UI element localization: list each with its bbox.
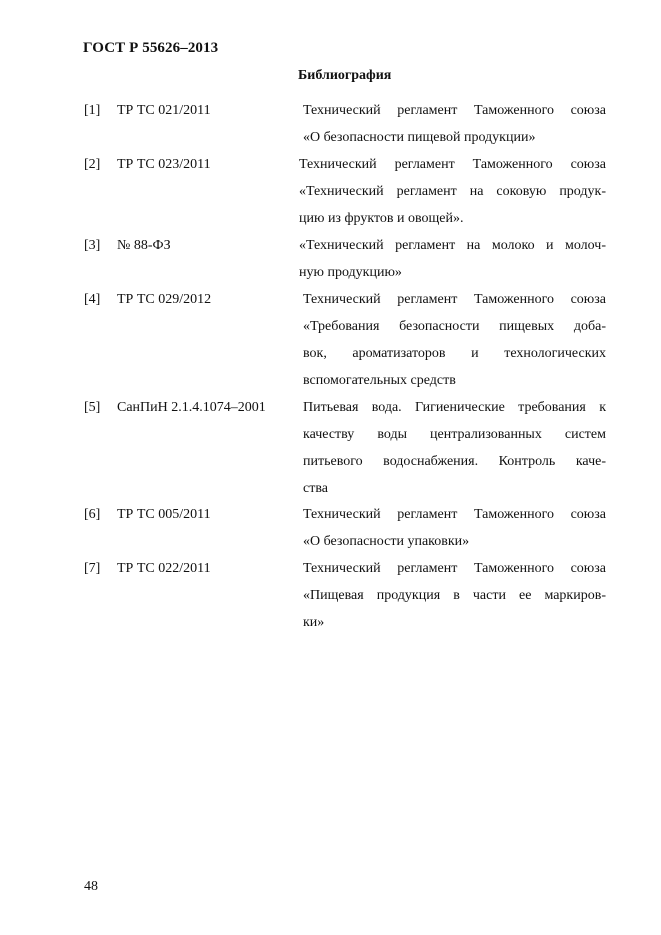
entry-description-line: ки»	[303, 615, 325, 630]
entry-number: [2]	[84, 157, 101, 172]
entry-number: [4]	[84, 292, 101, 307]
entry-description-line: качеству воды централизованных систем	[303, 427, 606, 442]
entry-description-line: Технический регламент Таможенного союза	[303, 561, 606, 576]
entry-reference: ТР ТС 029/2012	[117, 292, 212, 307]
entry-description-line: вок, ароматизаторов и технологических	[303, 346, 606, 361]
entry-reference: № 88-ФЗ	[117, 238, 171, 253]
entry-number: [7]	[84, 561, 101, 576]
entry-description-line: «Технический регламент на молоко и молоч-	[299, 238, 606, 253]
entry-number: [6]	[84, 507, 101, 522]
entry-number: [3]	[84, 238, 101, 253]
entry-number: [5]	[84, 400, 101, 415]
entry-description-line: Питьевая вода. Гигиенические требования к	[303, 400, 606, 415]
entry-description-line: Технический регламент Таможенного союза	[303, 507, 606, 522]
entry-description	[303, 286, 606, 394]
entry-description-line: питьевого водоснабжения. Контроль каче-	[303, 454, 606, 469]
entry-number: [1]	[84, 103, 101, 118]
entry-description-line: «О безопасности пищевой продукции»	[303, 130, 536, 145]
entry-description	[303, 394, 606, 502]
entry-description-line: Технический регламент Таможенного союза	[299, 157, 606, 172]
entry-reference: ТР ТС 023/2011	[117, 157, 211, 172]
entry-description	[299, 151, 606, 232]
entry-description-line: «Пищевая продукция в части ее маркиров-	[303, 588, 606, 603]
entry-description-line: «Технический регламент на соковую продук-	[299, 184, 606, 199]
entry-reference: ТР ТС 005/2011	[117, 507, 211, 522]
entry-description-line: ную продукцию»	[299, 265, 402, 280]
entry-description-line: «Требования безопасности пищевых доба-	[303, 319, 606, 334]
entry-description-line: «О безопасности упаковки»	[303, 534, 470, 549]
entry-description-line: Технический регламент Таможенного союза	[303, 292, 606, 307]
document-header-code: ГОСТ Р 55626–2013	[83, 40, 219, 56]
entry-reference: СанПиН 2.1.4.1074–2001	[117, 400, 266, 415]
entry-description-line: Технический регламент Таможенного союза	[303, 103, 606, 118]
bibliography-title: Библиография	[298, 68, 392, 83]
entry-description-line: ства	[303, 481, 328, 496]
entry-reference: ТР ТС 021/2011	[117, 103, 211, 118]
page-number: 48	[84, 879, 98, 894]
entry-description-line: вспомогательных средств	[303, 373, 456, 388]
entry-description	[303, 97, 606, 151]
entry-description	[299, 232, 606, 286]
entry-description	[303, 501, 606, 555]
entry-reference: ТР ТС 022/2011	[117, 561, 211, 576]
entry-description	[303, 555, 606, 636]
entry-description-line: цию из фруктов и овощей».	[299, 211, 464, 226]
